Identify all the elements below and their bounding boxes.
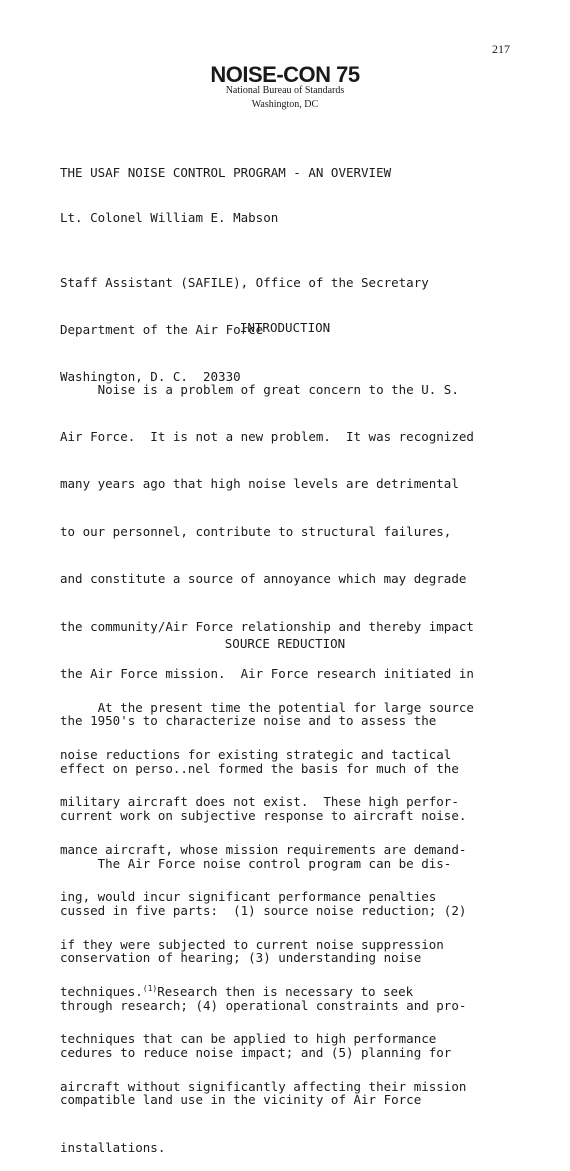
text-line: if they were subjected to current noise suppression (60, 936, 444, 952)
text-line: mance aircraft, whose mission requirements are demand- (60, 841, 467, 857)
text-line: to our personnel, contribute to structural failures, (60, 523, 452, 539)
footnote-marker: (1) (142, 983, 158, 993)
text-line: compatible land use in the vicinity of Air Force (60, 1092, 422, 1108)
text-line: noise reductions for existing strategic and tactical (60, 746, 452, 762)
text-line: the Air Force mission. Air Force research initiated in (60, 665, 474, 681)
text-line: Noise is a problem of great concern to the U. S. (60, 381, 459, 397)
conference-location: Washington, DC (251, 99, 319, 110)
text-line: military aircraft does not exist. These high perfor- (60, 794, 459, 810)
text-line: many years ago that high noise levels are detrimental (60, 476, 459, 492)
conference-organization: National Bureau of Standards (225, 85, 345, 96)
source-reduction-body (60, 665, 474, 1110)
affiliation-line: Department of the Air Force (60, 321, 264, 337)
text-line: the community/Air Force relationship and thereby impact (60, 618, 474, 634)
conference-title: NOISE-CON 75 (210, 62, 360, 87)
text-line: effect on perso..nel formed the basis for much of the (60, 760, 459, 776)
text-line: and constitute a source of annoyance which may degrade (60, 571, 467, 587)
text-line: techniques that can be applied to high performance (60, 1031, 437, 1047)
text-line: ing, would incur significant performance penalties (60, 889, 437, 905)
text-line: the 1950's to characterize noise and to assess the (60, 713, 437, 729)
text-line: conservation of hearing; (3) understanding noise (60, 950, 422, 966)
text-line: The Air Force noise control program can be dis- (60, 855, 452, 871)
page-number: 217 (492, 42, 510, 56)
paper-title: THE USAF NOISE CONTROL PROGRAM - AN OVERVIEW (60, 165, 392, 180)
text-line: At the present time the potential for large source (60, 699, 474, 715)
affiliation-line: Staff Assistant (SAFILE), Office of the Secretary (60, 274, 429, 290)
introduction-heading: INTRODUCTION (239, 320, 331, 335)
text-line: Air Force. It is not a new problem. It was recognized (60, 428, 474, 444)
author-name: Lt. Colonel William E. Mabson (60, 210, 279, 225)
affiliation-line: Washington, D. C. 20330 (60, 369, 241, 385)
text-line: cedures to reduce noise impact; and (5) planning for (60, 1045, 452, 1061)
text-line: aircraft without significantly affecting their mission (60, 1078, 467, 1094)
text-line: through research; (4) operational constraints and pro- (60, 997, 467, 1013)
text-fragment: techniques. (60, 983, 143, 999)
text-line: installations. (60, 1139, 166, 1155)
text-line-with-footnote (60, 984, 474, 1000)
source-reduction-heading: SOURCE REDUCTION (224, 636, 346, 651)
text-fragment: Research then is necessary to seek (157, 983, 414, 999)
text-line: current work on subjective response to aircraft noise. (60, 808, 467, 824)
text-line: cussed in five parts: (1) source noise reduction; (2) (60, 902, 467, 918)
